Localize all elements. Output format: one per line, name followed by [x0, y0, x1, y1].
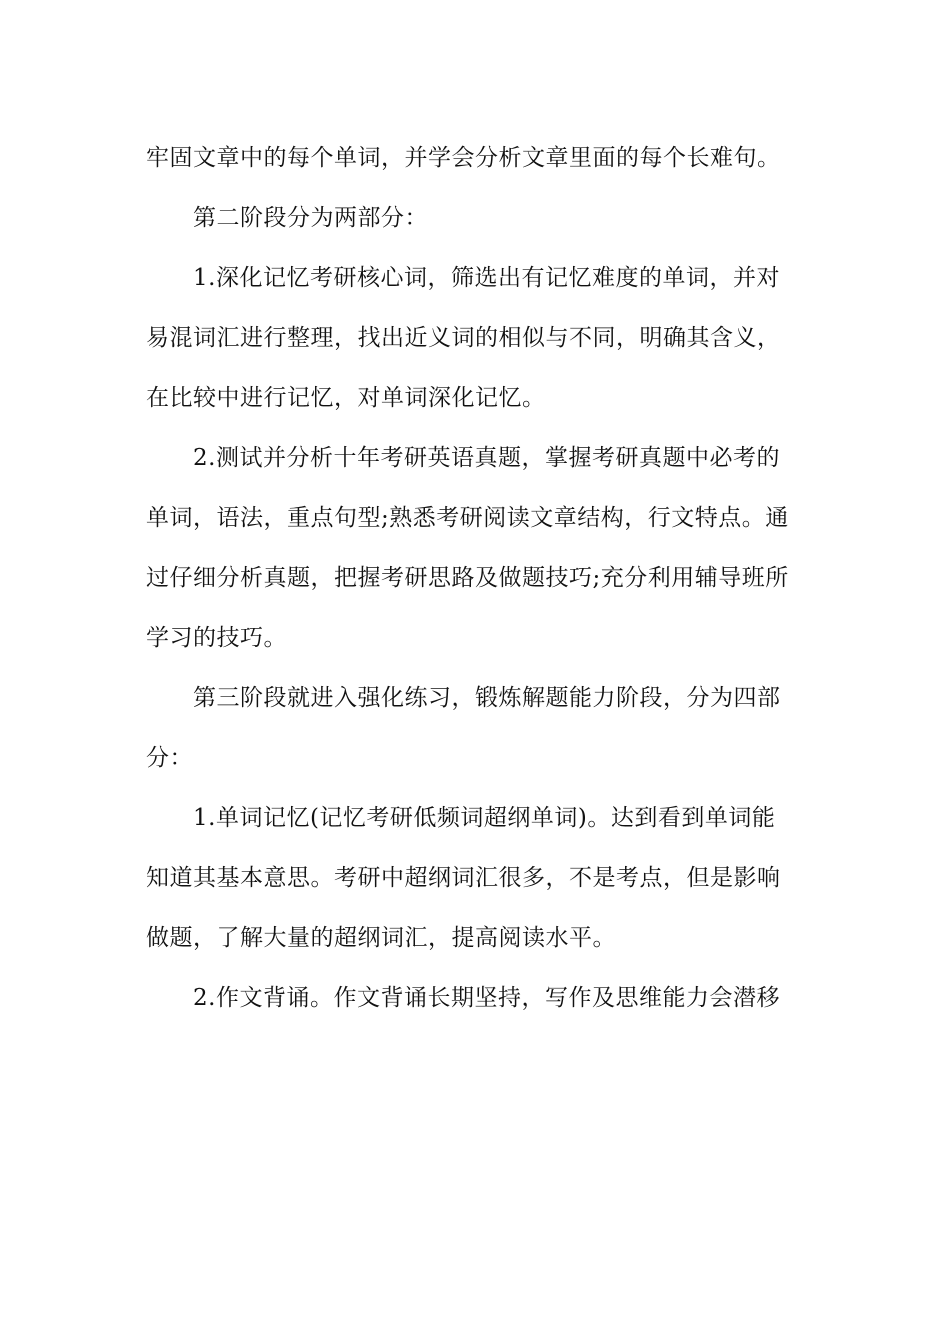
- text-line: 2.作文背诵。作文背诵长期坚持，写作及思维能力会潜移: [193, 985, 780, 1011]
- document-page: [146, 128, 808, 1028]
- text-line: 牢固文章中的每个单词，并学会分析文章里面的每个长难句。: [146, 145, 781, 171]
- text-line: 过仔细分析真题，把握考研思路及做题技巧;充分利用辅导班所: [146, 565, 789, 591]
- text-line: 单词，语法，重点句型;熟悉考研阅读文章结构，行文特点。通: [146, 505, 789, 531]
- text-line: 做题，了解大量的超纲词汇，提高阅读水平。: [146, 925, 616, 951]
- text-line: 第三阶段就进入强化练习，锻炼解题能力阶段，分为四部: [193, 685, 781, 711]
- text-line: 易混词汇进行整理，找出近义词的相似与不同，明确其含义，: [146, 325, 781, 351]
- text-line: 知道其基本意思。考研中超纲词汇很多，不是考点，但是影响: [146, 865, 781, 891]
- text-line: 学习的技巧。: [146, 625, 287, 651]
- text-line: 在比较中进行记忆，对单词深化记忆。: [146, 385, 546, 411]
- text-line: 2.测试并分析十年考研英语真题，掌握考研真题中必考的: [193, 445, 780, 471]
- text-line: 第二阶段分为两部分：: [193, 205, 428, 231]
- text-line: 分：: [146, 745, 193, 771]
- text-line: 1.单词记忆(记忆考研低频词超纲单词)。达到看到单词能: [193, 805, 776, 831]
- text-line: 1.深化记忆考研核心词，筛选出有记忆难度的单词，并对: [193, 265, 780, 291]
